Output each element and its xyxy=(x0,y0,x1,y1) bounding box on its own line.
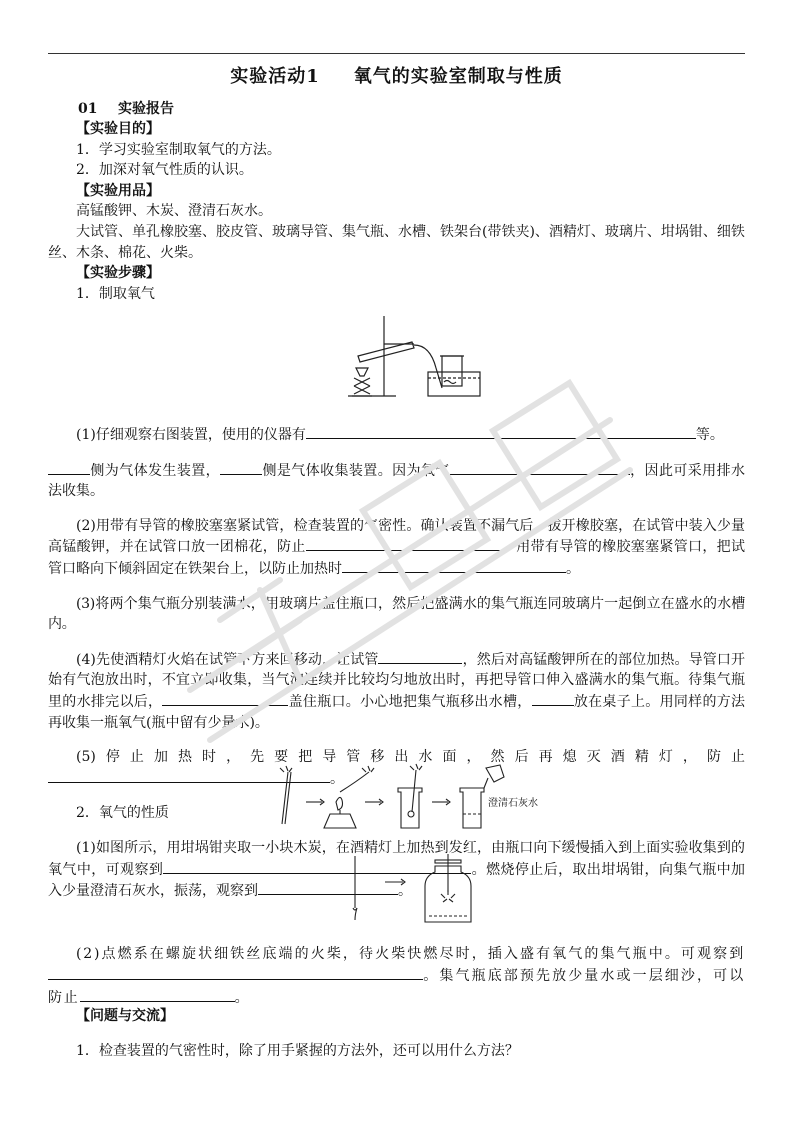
step1-q2: (2)用带有导管的橡胶塞塞紧试管，检查装置的气密性。确认装置不漏气后，拔开橡胶塞，在试管中装入少量高锰酸钾，并在试管口放一团棉花，防止 。用带有导管的橡胶塞塞紧管口，把试管口略向下倾斜固定在铁架台上，以防止加热时 。 xyxy=(48,517,745,577)
header-rule xyxy=(48,53,745,54)
answer-blank[interactable] xyxy=(162,691,288,706)
step1-q3: (3)将两个集气瓶分别装满水，用玻璃片盖住瓶口，然后把盛满水的集气瓶连同玻璃片一起倒立在盛水的水槽内。 xyxy=(48,595,745,633)
upper-content xyxy=(48,119,745,304)
iron-wire-figure xyxy=(345,852,475,927)
discussion-section xyxy=(48,992,745,1076)
answer-blank[interactable] xyxy=(450,460,630,475)
answer-blank[interactable] xyxy=(532,691,574,706)
property-q1: (1)如图所示，用坩埚钳夹取一小块木炭，在酒精灯上加热到发红，由瓶口向下缓慢插入到上面实验收集到的氧气中，可观察到 。燃烧停止后，取出坩埚钳，向集气瓶中加入少量澄清石灰水，振荡，观察到 。 xyxy=(48,839,746,900)
step1-q4: (4)先使酒精灯火焰在试管下方来回移动，让试管 ，然后对高锰酸钾所在的部位加热。导管口开始有气泡放出时，不宜立即收集，当气泡连续并比较均匀地放出时，再把导管口伸入盛满水的集气瓶。待集气瓶里的水排完以后， 盖住瓶口。小心地把集气瓶移出水槽， 放在桌子上。用同样的方法再收集一瓶氧气(瓶中留有少量水)。 xyxy=(48,649,745,733)
steps-header: 【实验步骤】 xyxy=(76,265,160,282)
answer-blank[interactable] xyxy=(342,558,566,573)
purpose-item: 2．加深对氧气性质的认识。 xyxy=(76,162,253,179)
step1-q5: (5)停止加热时，先要把导管移出水面，然后再熄灭酒精灯，防止。 xyxy=(48,747,745,789)
step1-q1-cont: 侧为气体发生装置， 侧是气体收集装置。因为氧气 ，因此可采用排水法收集。 xyxy=(48,460,745,502)
step1-q1: (1)仔细观察右图装置，使用的仪器有 等。 xyxy=(48,424,745,446)
section-number: 01 xyxy=(78,101,98,117)
answer-blank[interactable] xyxy=(220,460,262,475)
materials-header: 【实验用品】 xyxy=(76,182,160,199)
section-heading xyxy=(78,98,174,118)
title-topic: 氧气的实验室制取与性质 xyxy=(353,66,563,87)
step1-heading: 1．制取氧气 xyxy=(76,285,155,302)
purpose-item: 1．学习实验室制取氧气的方法。 xyxy=(76,141,281,158)
answer-blank[interactable] xyxy=(306,424,696,439)
step-1-paragraphs xyxy=(48,410,745,916)
answer-blank[interactable] xyxy=(378,649,462,664)
charcoal-burning-figure xyxy=(270,762,555,834)
oxygen-apparatus-figure xyxy=(344,312,484,400)
answer-blank[interactable] xyxy=(48,460,90,475)
answer-blank[interactable] xyxy=(48,965,423,980)
discussion-question-1: 1．检查装置的气密性时，除了用手紧握的方法外，还可以用什么方法？ xyxy=(76,1043,519,1059)
materials-apparatus: 大试管、单孔橡胶塞、胶皮管、玻璃导管、集气瓶、水槽、铁架台(带铁夹)、酒精灯、玻璃片、坩埚钳、细铁丝、木条、棉花、火柴。 xyxy=(48,223,745,261)
section-label: 实验报告 xyxy=(118,101,174,117)
discussion-header: 【问题与交流】 xyxy=(76,1008,174,1024)
answer-blank[interactable] xyxy=(306,536,502,551)
limewater-label: 澄清石灰水 xyxy=(488,798,538,809)
page-title xyxy=(0,62,793,88)
step2-heading: 2．氧气的性质 xyxy=(76,805,169,822)
property-q2: (2)点燃系在螺旋状细铁丝底端的火柴，待火柴快燃尽时，插入盛有氧气的集气瓶中。可观察到。集气瓶底部预先放少量水或一层细沙，可以防止 。 xyxy=(48,946,745,1006)
purpose-header: 【实验目的】 xyxy=(76,121,160,137)
title-activity: 实验活动1 xyxy=(230,66,320,87)
materials-reagents: 高锰酸钾、木炭、澄清石灰水。 xyxy=(76,203,272,220)
